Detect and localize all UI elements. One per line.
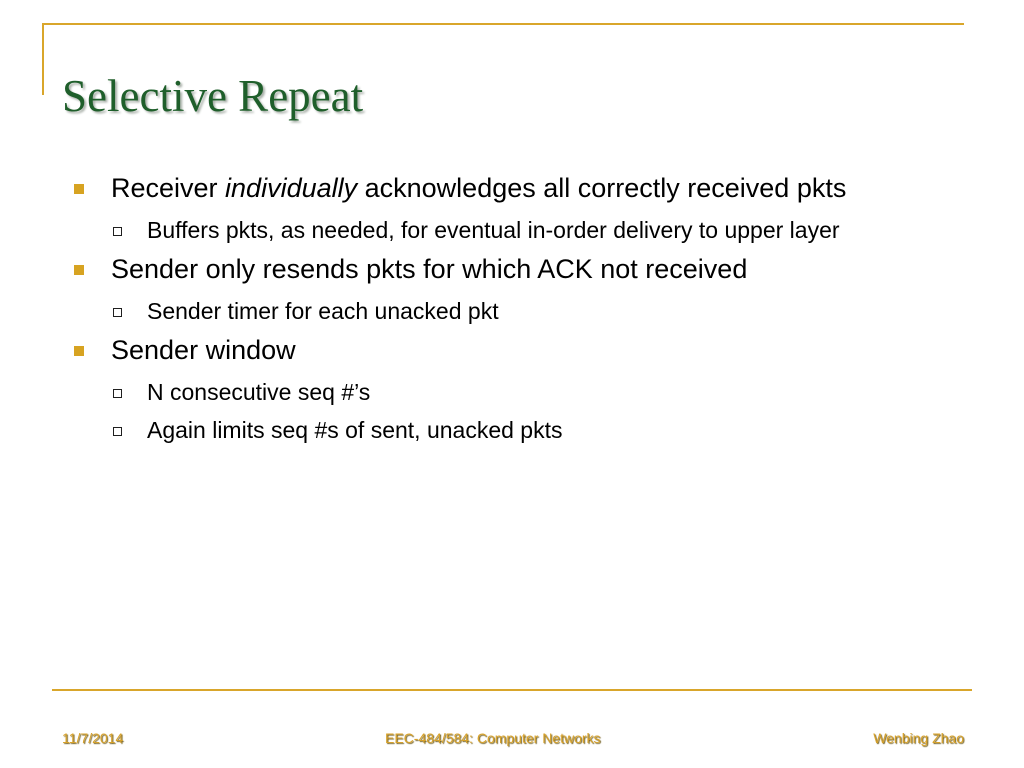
footer-course-title: EEC-484/584: Computer Networks (385, 730, 601, 746)
sub-bullet-buffers (72, 213, 952, 247)
sub-bullet-consecutive-seq (72, 375, 952, 409)
slide-title: Selective Repeat (62, 71, 364, 121)
bullet-text-emphasis: individually (225, 173, 358, 203)
hollow-square-bullet-icon (113, 427, 122, 436)
hollow-square-bullet-icon (113, 389, 122, 398)
bullet-text-prefix: Receiver (111, 173, 226, 203)
sub-bullet-text: Sender timer for each unacked pkt (147, 298, 499, 324)
bullet-text: Sender window (111, 335, 296, 365)
hollow-square-bullet-icon (113, 227, 122, 236)
bullet-item-sender-resends (72, 251, 952, 288)
footer-author: Wenbing Zhao (873, 730, 964, 746)
bullet-item-receiver (72, 170, 952, 207)
square-bullet-icon (74, 346, 84, 356)
hollow-square-bullet-icon (113, 308, 122, 317)
bullet-list (72, 170, 952, 451)
sub-bullet-sender-timer (72, 294, 952, 328)
footer-divider (52, 689, 972, 691)
left-frame-line (42, 23, 44, 95)
square-bullet-icon (74, 265, 84, 275)
bullet-item-sender-window (72, 332, 952, 369)
bullet-text-suffix: acknowledges all correctly received pkts (357, 173, 847, 203)
bullet-text: Sender only resends pkts for which ACK not received (111, 254, 748, 284)
sub-bullet-text: Again limits seq #s of sent, unacked pkts (147, 417, 563, 443)
top-frame-line (42, 23, 964, 25)
square-bullet-icon (74, 184, 84, 194)
sub-bullet-text: N consecutive seq #’s (147, 379, 371, 405)
sub-bullet-again-limits (72, 413, 952, 447)
footer-date: 11/7/2014 (62, 730, 124, 746)
sub-bullet-text: Buffers pkts, as needed, for eventual in-order delivery to upper layer (147, 217, 840, 243)
